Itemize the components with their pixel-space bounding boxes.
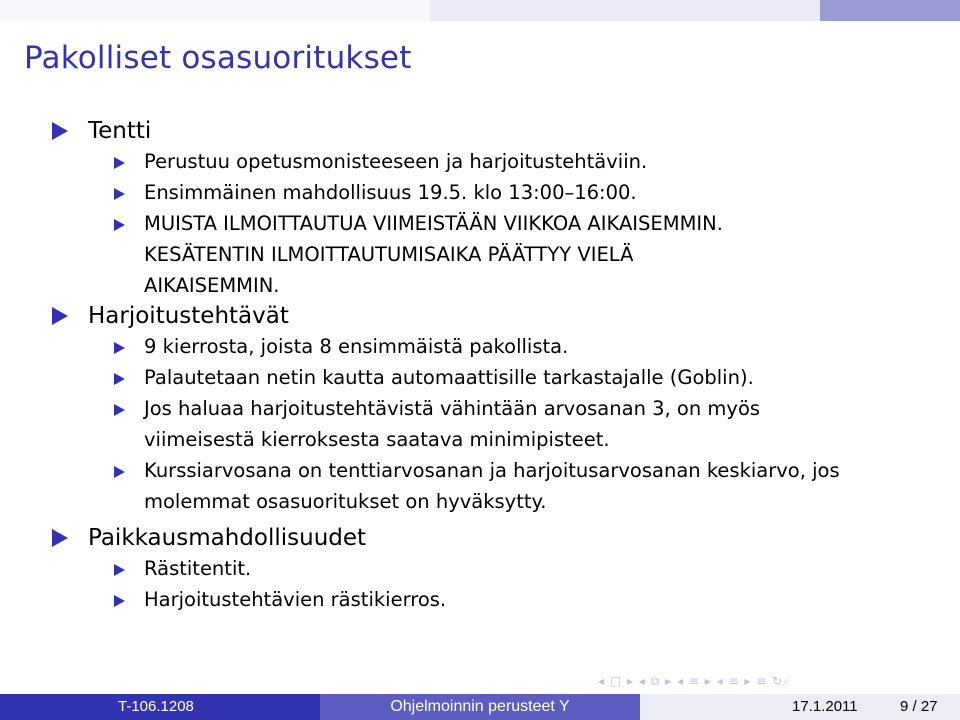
bullet-triangle-icon [114,342,125,354]
header-bar-left [0,0,430,21]
beamer-navigation [598,674,958,692]
nav-frame-back-icon[interactable]: ◂ [598,674,606,688]
nav-section-back-icon[interactable]: ◂ [677,674,685,688]
slide-title: Pakolliset osasuoritukset [24,40,412,76]
bullet-triangle-icon [114,219,125,231]
bullet-triangle-icon [114,373,125,385]
header-bar-middle [430,0,820,21]
bullet-level2 [52,553,952,584]
bullet-triangle-icon [52,307,68,325]
bullet-text: 9 kierrosta, joista 8 ensimmäistä pakollista. [144,335,569,358]
footer-course-code: T-106.1208 [0,694,320,720]
bullet-triangle-icon [114,157,125,169]
footer-date: 17.1.2011 [792,698,858,715]
bullet-text: Ensimmäinen mahdollisuus 19.5. klo 13:00–16:00. [144,181,637,204]
bullet-level1 [52,116,952,146]
bullet-triangle-icon [52,122,68,140]
footer-course-name: Ohjelmoinnin perusteet Y [320,694,640,720]
section-tentti [52,116,952,301]
nav-search-icon[interactable]: ↻⌕ [772,674,791,688]
bullet-triangle-icon [52,529,68,547]
nav-align-icon[interactable]: ≡ [756,674,768,688]
footer-right [640,694,960,720]
bullet-text-line: AIKAISEMMIN. [144,274,280,297]
bullet-level2 [52,146,952,177]
bullet-triangle-icon [114,466,125,478]
section-heading: Harjoitustehtävät [88,303,289,329]
bullet-level2 [52,362,952,393]
bullet-text: Rästitentit. [144,557,252,580]
nav-subsection-icon[interactable]: ⧉ [650,674,661,688]
nav-slide-icon[interactable]: ≡ [728,674,740,688]
nav-subsection-back-icon[interactable]: ◂ [638,674,646,688]
nav-section-forward-icon[interactable]: ▸ [704,674,712,688]
bullet-level2 [52,393,952,455]
bullet-level2 [52,208,952,301]
bullet-triangle-icon [114,564,125,576]
bullet-text: Palautetaan netin kautta automaattisille tarkastajalle (Goblin). [144,366,754,389]
bullet-text-line: Jos haluaa harjoitustehtävistä vähintään arvosanan 3, on myös [144,397,761,420]
section-harjoitustehtavat [52,301,952,517]
nav-frame-icon[interactable]: □ [609,674,623,688]
section-paikkausmahdollisuudet [52,523,952,615]
section-heading: Paikkausmahdollisuudet [88,525,367,551]
footer [0,694,960,720]
bullet-text: Harjoitustehtävien rästikierros. [144,588,447,611]
bullet-level2 [52,584,952,615]
bullet-triangle-icon [114,188,125,200]
nav-section-icon[interactable]: ≡ [688,674,700,688]
bullet-triangle-icon [114,595,125,607]
bullet-level2 [52,331,952,362]
bullet-text-line: MUISTA ILMOITTAUTUA VIIMEISTÄÄN VIIKKOA AIKAISEMMIN. [144,212,723,235]
nav-frame-forward-icon[interactable]: ▸ [627,674,635,688]
bullet-text-line: KESÄTENTIN ILMOITTAUTUMISAIKA PÄÄTTYY VIELÄ [144,243,634,266]
bullet-text-line: Kurssiarvosana on tenttiarvosanan ja harjoitusarvosanan keskiarvo, jos [144,459,840,482]
nav-slide-back-icon[interactable]: ◂ [716,674,724,688]
bullet-text-line: viimeisestä kierroksesta saatava minimipisteet. [144,428,610,451]
bullet-text: Perustuu opetusmonisteeseen ja harjoitustehtäviin. [144,150,648,173]
section-heading: Tentti [88,118,152,144]
header-bar-right [820,0,960,21]
footer-page-number: 9 / 27 [900,698,938,715]
bullet-level1 [52,301,952,331]
bullet-level1 [52,523,952,553]
bullet-level2 [52,455,952,517]
bullet-triangle-icon [114,404,125,416]
nav-subsection-forward-icon[interactable]: ▸ [665,674,673,688]
nav-slide-forward-icon[interactable]: ▸ [744,674,752,688]
bullet-text-line: molemmat osasuoritukset on hyväksytty. [144,490,547,513]
slide-content [52,116,952,615]
header-bar [0,0,960,21]
bullet-level2 [52,177,952,208]
